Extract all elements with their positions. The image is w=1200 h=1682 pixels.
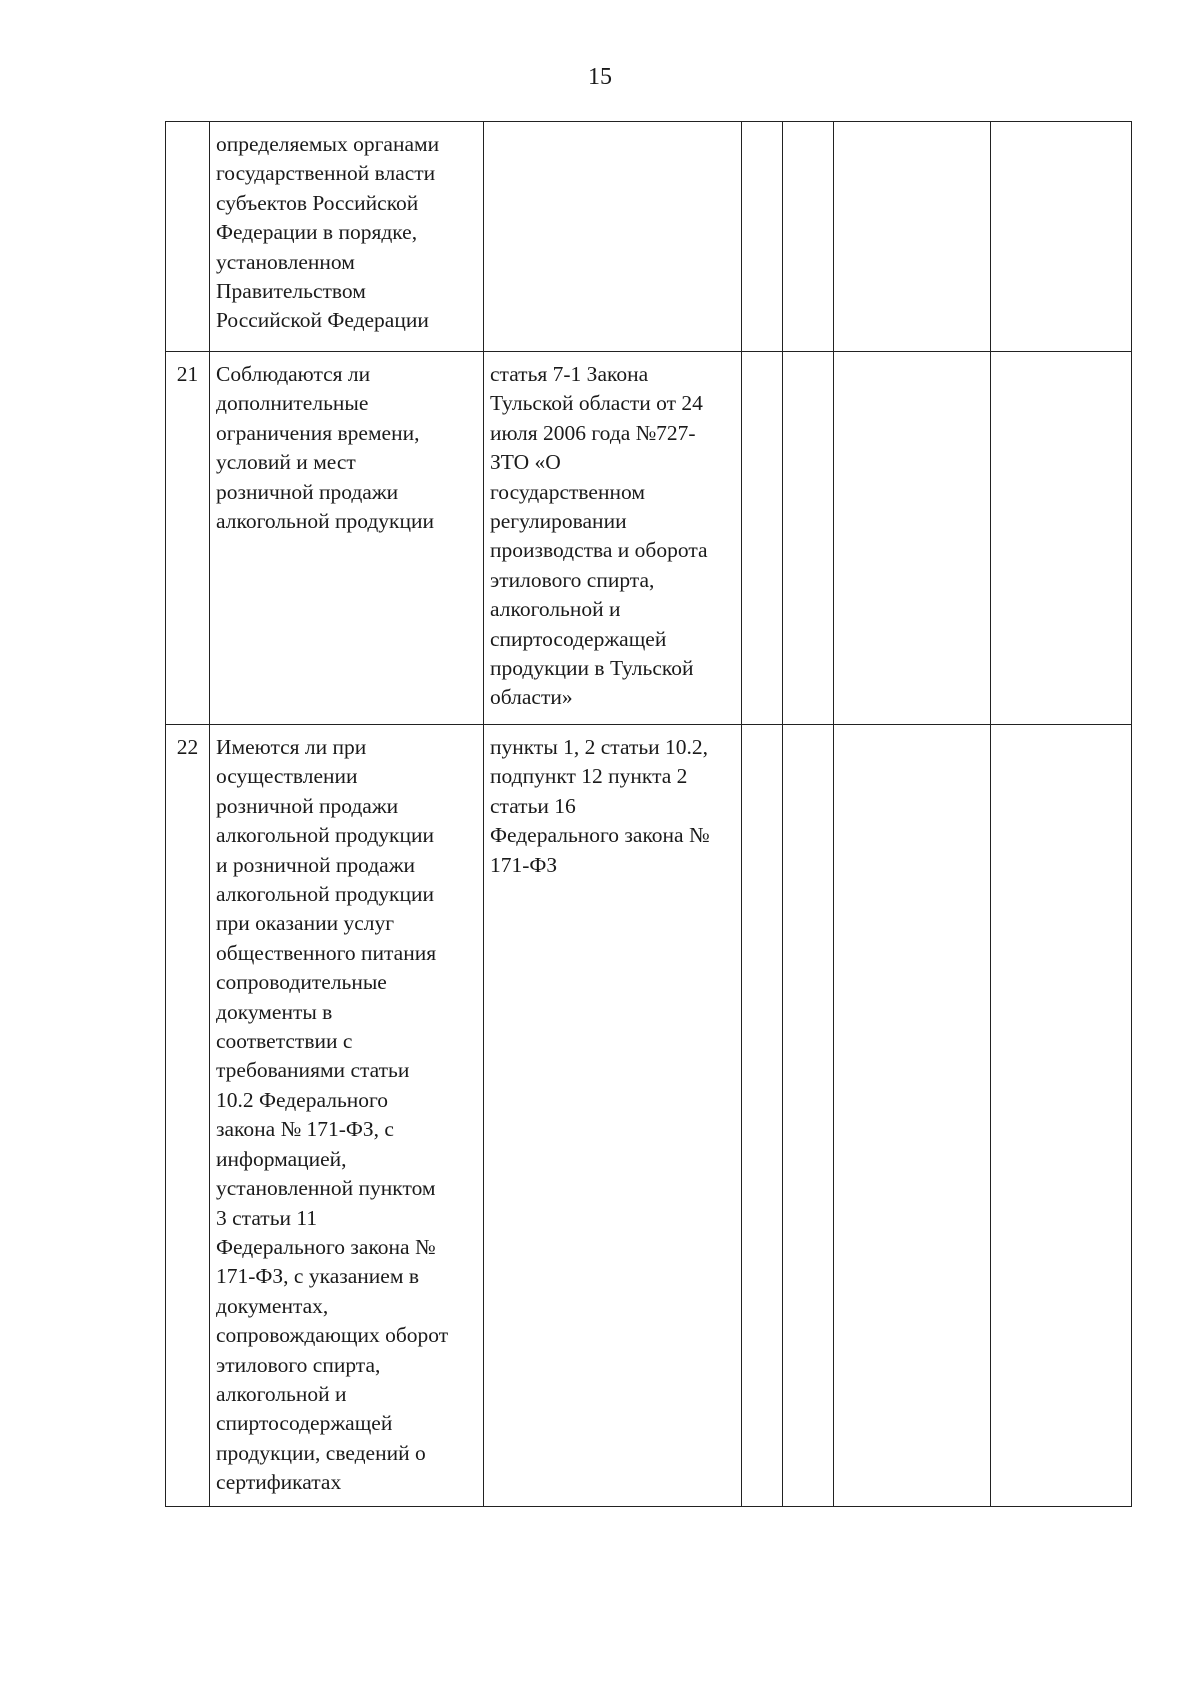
requirement-question-text: определяемых органами государственной власти субъектов Российской Федерации в порядке, установленном Правительством Российской Федерации bbox=[216, 132, 440, 333]
answer-not-applicable-cell bbox=[834, 725, 991, 1507]
requirement-question-cell bbox=[210, 122, 484, 352]
notes-cell bbox=[991, 352, 1132, 725]
requirement-question-text: Имеются ли при осуществлении розничной продажи алкогольной продукции и розничной продажи алкогольной продукции при оказании услуг общественного питания сопроводительные документы в соответствии с требованиями статьи 10.2 Федерального закона № 171-ФЗ, с информацией, установленной пунктом 3 статьи 11 Федерального закона № 171-ФЗ, с указанием в документах, сопровождающих оборот этилового спирта, алкогольной и спиртосодержащей продукции, сведений о сертификатах bbox=[216, 735, 449, 1495]
answer-yes-cell bbox=[742, 352, 783, 725]
notes-cell bbox=[991, 122, 1132, 352]
answer-not-applicable-cell bbox=[834, 122, 991, 352]
legal-reference-text: пункты 1, 2 статьи 10.2, подпункт 12 пункта 2 статьи 16 Федерального закона № 171-ФЗ bbox=[490, 735, 710, 877]
answer-yes-cell bbox=[742, 725, 783, 1507]
checklist-table bbox=[165, 121, 1132, 1507]
row-number-cell: 21 bbox=[166, 352, 210, 725]
answer-no-cell bbox=[783, 725, 834, 1507]
legal-reference-text: статья 7-1 Закона Тульской области от 24 июля 2006 года №727- ЗТО «О государственном регулировании производства и оборота этилового спирта, алкогольной и спиртосодержащей продукции в Тульской области» bbox=[490, 362, 708, 710]
requirement-question-text: Соблюдаются ли дополнительные ограничения времени, условий и мест розничной продажи алкогольной продукции bbox=[216, 362, 435, 534]
legal-reference-cell bbox=[484, 352, 742, 725]
requirement-question-cell bbox=[210, 725, 484, 1507]
answer-no-cell bbox=[783, 352, 834, 725]
table-row-22 bbox=[166, 725, 1132, 1507]
answer-yes-cell bbox=[742, 122, 783, 352]
answer-no-cell bbox=[783, 122, 834, 352]
table-row-21 bbox=[166, 352, 1132, 725]
requirement-question-cell bbox=[210, 352, 484, 725]
answer-not-applicable-cell bbox=[834, 352, 991, 725]
legal-reference-cell bbox=[484, 122, 742, 352]
table-row-continuation bbox=[166, 122, 1132, 352]
page-number: 15 bbox=[588, 64, 612, 90]
legal-reference-cell bbox=[484, 725, 742, 1507]
notes-cell bbox=[991, 725, 1132, 1507]
row-number-cell bbox=[166, 122, 210, 352]
row-number-cell: 22 bbox=[166, 725, 210, 1507]
